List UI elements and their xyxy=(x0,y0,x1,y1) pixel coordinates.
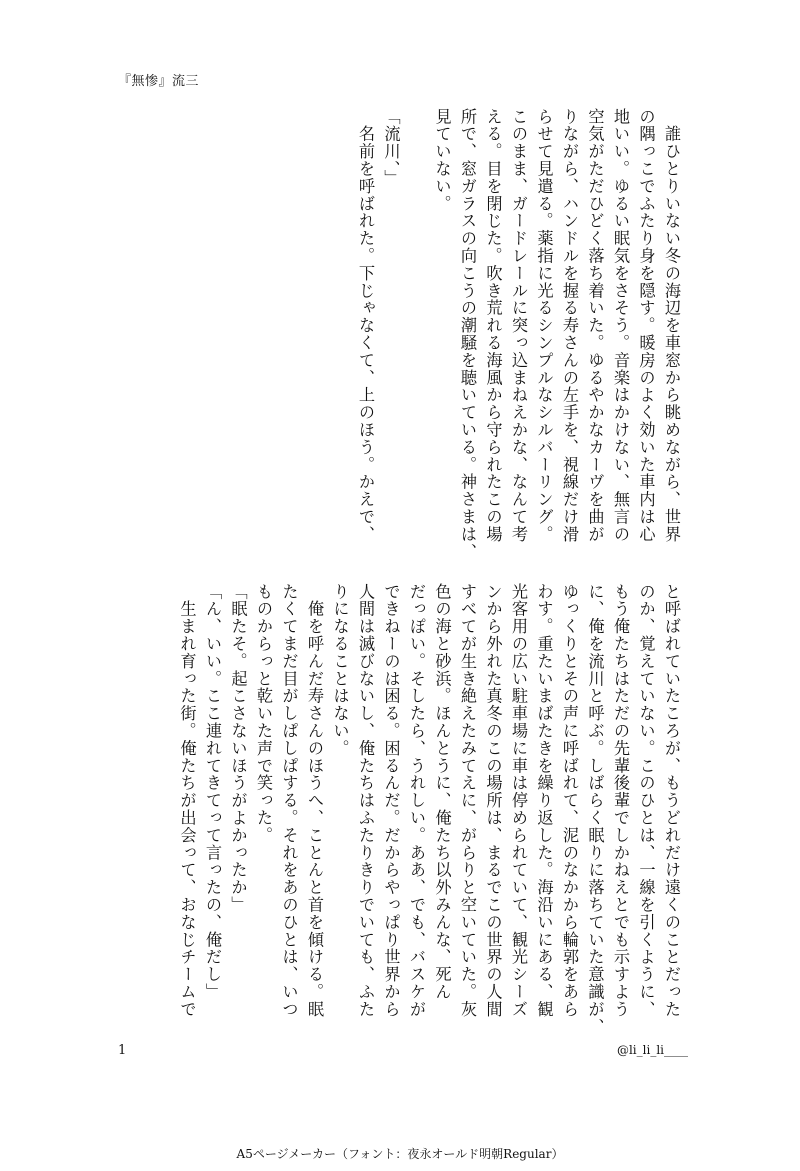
text-line: に、俺を流川と呼ぶ。しばらく眠りに落ちていた意識が、 xyxy=(585,583,605,1036)
text-line: 「眠たそ。起こさないほうがよかったか」 xyxy=(228,583,248,914)
text-line: 俺を呼んだ寿さんのほうへ、ことんと首を傾ける。眠 xyxy=(305,583,324,1018)
text-line: ンから外れた真冬のこの場所は、まるでこの世界の人間 xyxy=(483,583,503,1018)
text-line: らせて見遣る。薬指に光るシンプルなシルバーリング。 xyxy=(534,108,554,543)
text-line: できねーのは困る。困るんだ。だからやっぱり世界から xyxy=(381,583,401,1018)
text-line: 空気がただひどく落ち着いた。ゆるやかなカーヴを曲が xyxy=(585,108,605,543)
text-line: 生まれ育った街。俺たちが出会って、おなじチームで xyxy=(177,583,197,1018)
footer-credit: A5ページメーカー（フォント：夜永オールド明朝Regular） xyxy=(236,1147,564,1161)
text-line: のか、覚えていない。このひとは、一線を引くように、 xyxy=(636,583,656,1018)
text-line: 「流川、」 xyxy=(381,108,401,187)
text-line: このまま、ガードレールに突っ込まねえかな、なんて考 xyxy=(509,108,528,543)
text-line: 色の海と砂浜。ほんとうに、俺たち以外みんな、死ん xyxy=(432,583,452,1001)
text-line: りになることはない。 xyxy=(330,583,350,757)
text-line: たくてまだ目がしぱしぱする。それをあのひとは、いつ xyxy=(279,583,299,1018)
text-line: の隅っこでふたり身を隠す。暖房のよく効いた車内は心 xyxy=(636,108,656,543)
page-number: 1 xyxy=(118,1043,127,1058)
text-line: もう俺たちはただの先輩後輩でしかねえとでも示すよう xyxy=(611,583,630,1018)
text-line: 「ん、いい。ここ連れてきてって言ったの、俺だし」 xyxy=(203,583,222,1001)
text-line: 見ていない。 xyxy=(432,108,452,213)
text-line: 人間は滅びないし、俺たちはふたりきりでいても、ふた xyxy=(356,583,375,1018)
page-header-title: 『無惨』流三 xyxy=(118,74,200,89)
text-line: 地いい。ゆるい眠気をさそう。音楽はかけない、無言の xyxy=(611,108,630,543)
upper-text-block xyxy=(353,108,685,561)
text-line: 誰ひとりいない冬の海辺を車窓から眺めながら、世界 xyxy=(662,108,681,543)
text-line: ゆっくりとその声に呼ばれて、泥のなかから輪郭をあら xyxy=(560,583,579,1018)
text-line: ものからっと乾いた声で笑った。 xyxy=(254,583,273,844)
text-line: りながら、ハンドルを握る寿さんの左手を、視線だけ滑 xyxy=(560,108,579,543)
text-line: すべてが生き絶えたみてえに、がらりと空いていた。灰 xyxy=(458,583,477,1018)
text-line: える。目を閉じた。吹き荒れる海風から守られたこの場 xyxy=(483,108,503,543)
lower-text-block xyxy=(174,583,684,1036)
blank-line xyxy=(404,108,430,548)
author-handle: @li_li_li____ xyxy=(616,1043,688,1057)
text-line: と呼ばれていたころが、もうどれだけ遠くのことだった xyxy=(662,583,681,1018)
text-line: だっぽい。そしたら、うれしい。ああ、でも、バスケが xyxy=(407,583,426,1018)
text-line: 名前を呼ばれた。下じゃなくて、上のほう。かえで、 xyxy=(356,108,375,543)
text-line: 所で、窓ガラスの向こうの潮騒を聴いている。神さまは、 xyxy=(458,108,477,561)
text-line: わす。重たいまばたきを繰り返した。海沿いにある、観 xyxy=(534,583,554,1018)
text-line: 光客用の広い駐車場に車は停められていて、観光シーズ xyxy=(509,583,528,1018)
